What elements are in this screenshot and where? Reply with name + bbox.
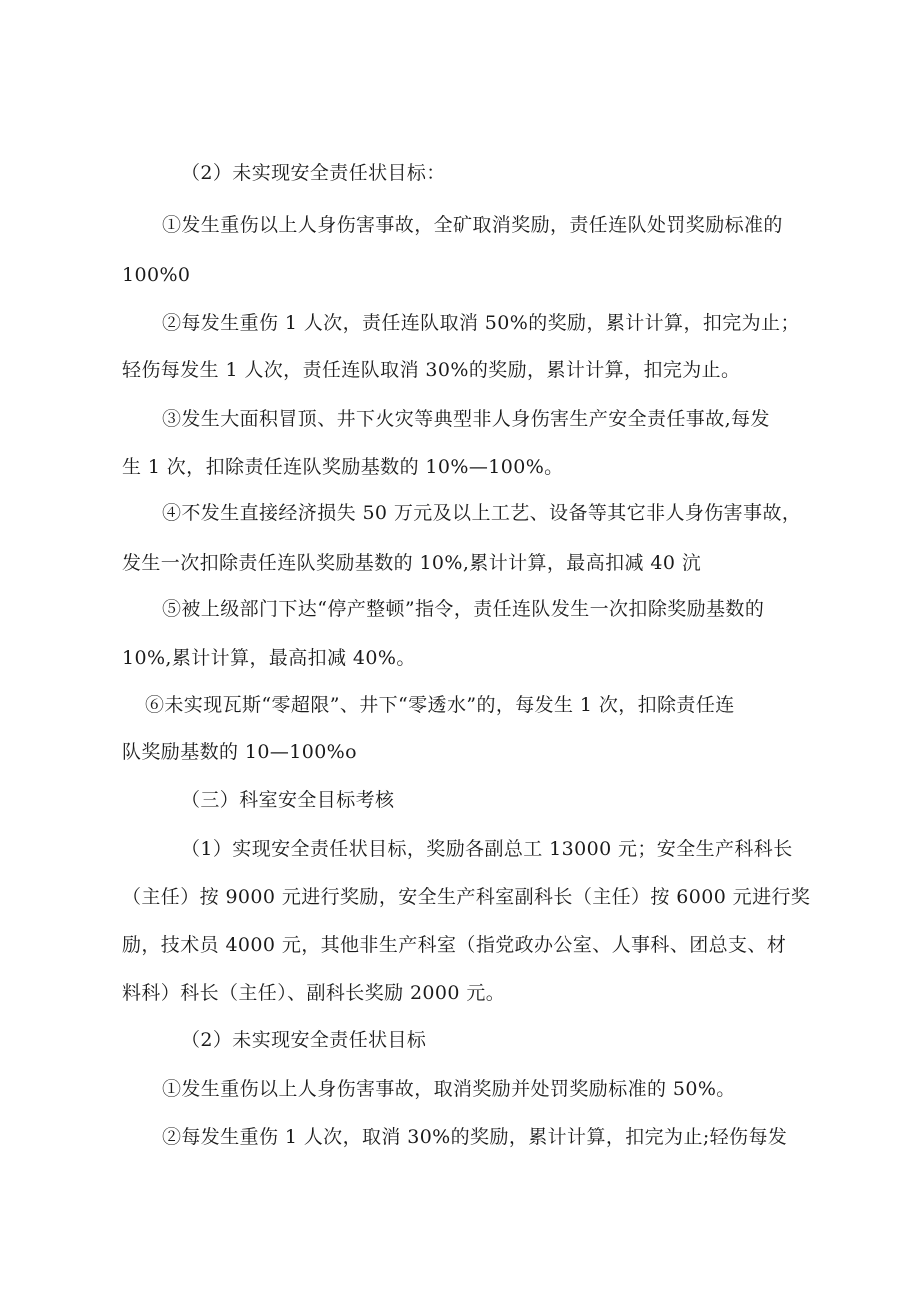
paragraph-text: ①发生重伤以上人身伤害事故，全矿取消奖励，责任连队处罚奖励标准的 (162, 214, 783, 236)
paragraph-text: ②每发生重伤 1 人次，取消 30%的奖励，累计计算，扣完为止;轻伤每发 (162, 1126, 788, 1148)
paragraph-text: （1）实现安全责任状目标，奖励各副总工 13000 元；安全生产科科长 (181, 838, 793, 860)
paragraph-text: 发生一次扣除责任连队奖励基数的 10%,累计计算，最高扣减 40 沆 (122, 552, 702, 574)
paragraph-text: 轻伤每发生 1 人次，责任连队取消 30%的奖励，累计计算，扣完为止。 (122, 359, 741, 381)
paragraph-heading: （2）未实现安全责任状目标 (181, 1029, 427, 1051)
paragraph-text: ③发生大面积冒顶、井下火灾等典型非人身伤害生产安全责任事故,每发 (162, 408, 770, 430)
paragraph-text: 队奖励基数的 10—100%o (122, 741, 357, 763)
paragraph-text: ④不发生直接经济损失 50 万元及以上工艺、设备等其它非人身伤害事故， (162, 502, 802, 524)
paragraph-text: ⑥未实现瓦斯“零超限”、井下“零透水”的，每发生 1 次，扣除责任连 (145, 694, 735, 716)
paragraph-text: 料科）科长（主任）、副科长奖励 2000 元。 (122, 982, 506, 1004)
paragraph-text: ⑤被上级部门下达“停产整顿”指令，责任连队发生一次扣除奖励基数的 (162, 598, 765, 620)
paragraph-text: 10%,累计计算，最高扣减 40%。 (122, 647, 416, 669)
paragraph-text: （主任）按 9000 元进行奖励，安全生产科室副科长（主任）按 6000 元进行奖 (122, 886, 811, 908)
paragraph-text: 生 1 次，扣除责任连队奖励基数的 10%—100%。 (122, 456, 564, 478)
section-heading: （三）科室安全目标考核 (181, 789, 395, 811)
paragraph-text: 100%0 (122, 264, 191, 286)
paragraph-text: 励，技术员 4000 元，其他非生产科室（指党政办公室、人事科、团总支、材 (122, 934, 787, 956)
paragraph-text: ①发生重伤以上人身伤害事故，取消奖励并处罚奖励标准的 50%。 (162, 1078, 736, 1100)
paragraph-text: ②每发生重伤 1 人次，责任连队取消 50%的奖励，累计计算，扣完为止； (162, 312, 800, 334)
paragraph-heading: （2）未实现安全责任状目标： (181, 162, 446, 184)
